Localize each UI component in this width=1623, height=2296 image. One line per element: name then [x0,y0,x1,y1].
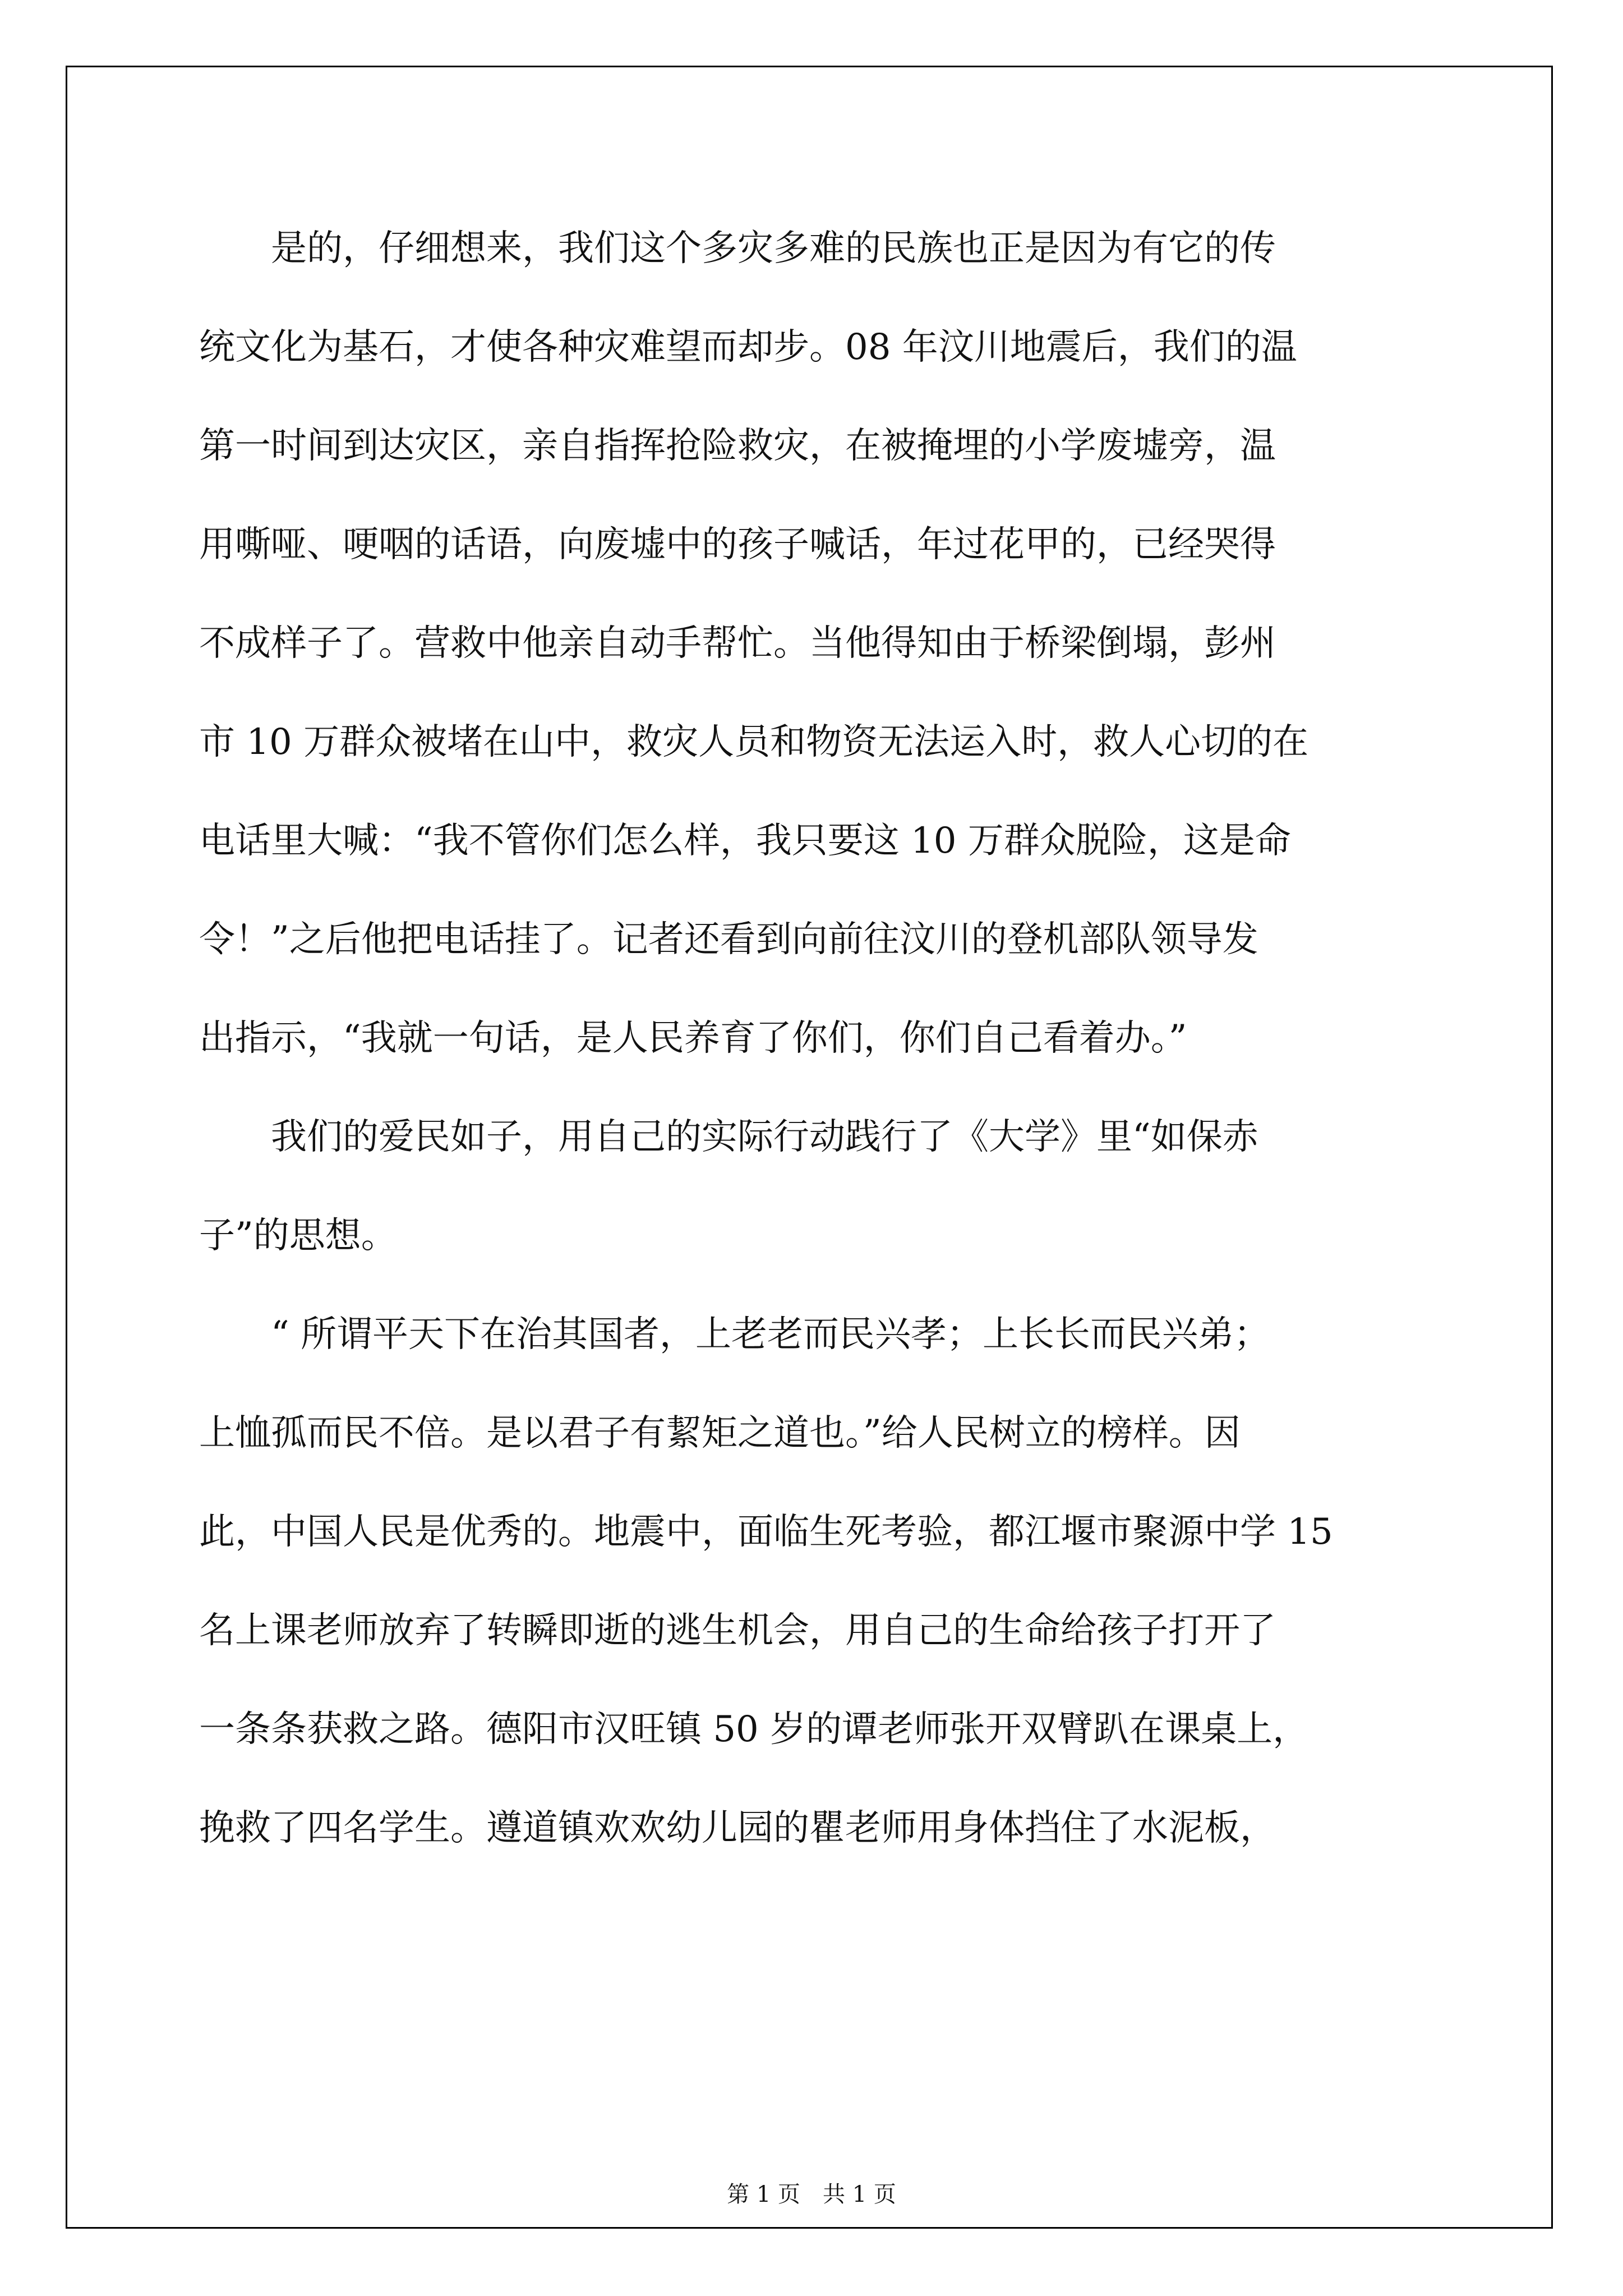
text-line: 第一时间到达灾区，亲自指挥抢险救灾，在被掩埋的小学废墟旁，温 [199,425,1276,467]
text-line: 出指示，“我就一句话，是人民养育了你们，你们自己看着办。” [199,1018,1187,1059]
text-line: 我们的爱民如子，用自己的实际行动践行了《大学》里“如保赤 [271,1116,1258,1158]
text-line: 令！”之后他把电话挂了。记者还看到向前往汶川的登机部队领导发 [199,919,1258,960]
text-line: 名上课老师放弃了转瞬即逝的逃生机会，用自己的生命给孩子打开了 [199,1610,1276,1651]
text-line: 一条条获救之路。德阳市汉旺镇 50 岁的谭老师张开双臂趴在课桌上， [199,1709,1309,1750]
text-line: 用嘶哑、哽咽的话语，向废墟中的孩子喊话，年过花甲的，已经哭得 [199,524,1276,565]
text-line: 统文化为基石，才使各种灾难望而却步。08 年汶川地震后，我们的温 [199,326,1297,368]
document-body [199,199,1422,1878]
text-line: 上恤孤而民不倍。是以君子有絜矩之道也。”给人民树立的榜样。因 [199,1412,1241,1454]
page-number-footer: 第 1 页 共 1 页 [727,2182,896,2207]
text-line: “ 所谓平天下在治其国者，上老老而民兴孝；上长长而民兴弟； [271,1314,1270,1355]
text-line: 不成样子了。营救中他亲自动手帮忙。当他得知由于桥梁倒塌，彭州 [199,623,1276,664]
text-line: 挽救了四名学生。遵道镇欢欢幼儿园的瞿老师用身体挡住了水泥板， [199,1807,1276,1849]
text-line: 子”的思想。 [199,1215,397,1257]
text-line: 是的，仔细想来，我们这个多灾多难的民族也正是因为有它的传 [271,228,1276,269]
text-line: 此，中国人民是优秀的。地震中，面临生死考验，都江堰市聚源中学 15 [199,1511,1333,1553]
text-line: 市 10 万群众被堵在山中，救灾人员和物资无法运入时，救人心切的在 [199,721,1309,763]
text-line: 电话里大喊：“我不管你们怎么样，我只要这 10 万群众脱险，这是命 [199,820,1291,862]
